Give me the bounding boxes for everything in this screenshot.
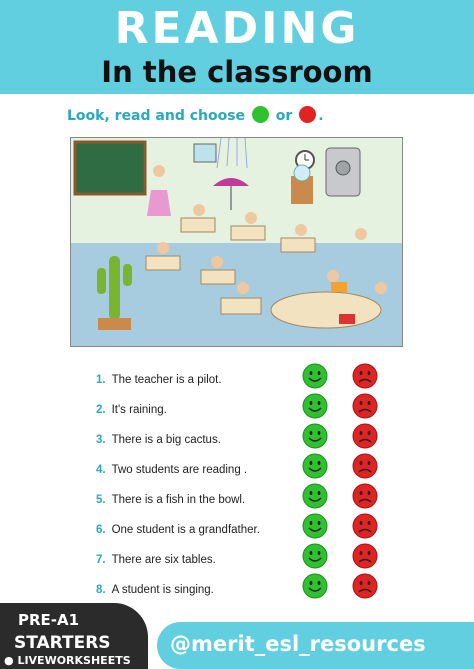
list-item: 7. There are six tables. [96,554,216,566]
sad-face-icon[interactable] [352,573,378,599]
list-item: 6. One student is a grandfather. [96,524,260,536]
sad-face-icon[interactable] [352,483,378,509]
page-subtitle: In the classroom [101,55,373,89]
instruction-or: or [275,108,293,124]
cactus [109,256,120,320]
happy-face-icon[interactable] [302,393,328,419]
instruction [67,106,324,126]
teacher [147,190,171,216]
happy-face-icon[interactable] [302,453,328,479]
liveworksheets-logo: ● LIVEWORKSHEETS [4,654,131,667]
page-title: READING [114,3,360,54]
sad-face-icon[interactable] [352,363,378,389]
sad-face-icon[interactable] [352,393,378,419]
level-line2: STARTERS [14,633,111,653]
list-item: 2. It's raining. [96,404,167,416]
sad-face-icon [299,106,316,123]
sad-face-icon[interactable] [352,543,378,569]
list-item: 1. The teacher is a pilot. [96,374,222,386]
happy-face-icon[interactable] [302,483,328,509]
happy-face-icon[interactable] [302,513,328,539]
instruction-text: Look, read and choose [67,108,246,124]
author-handle: @merit_esl_resources [170,632,426,656]
happy-face-icon[interactable] [302,573,328,599]
round-table [271,292,381,328]
list-item: 5. There is a fish in the bowl. [96,494,246,506]
happy-face-icon [252,106,269,123]
sad-face-icon[interactable] [352,453,378,479]
instruction-end: . [318,108,324,124]
happy-face-icon[interactable] [302,363,328,389]
sad-face-icon[interactable] [352,423,378,449]
happy-face-icon[interactable] [302,423,328,449]
level-line1: PRE-A1 [18,611,80,629]
blackboard [75,142,145,194]
happy-face-icon[interactable] [302,543,328,569]
fishbowl [294,165,310,181]
classroom-illustration [70,137,403,347]
list-item: 8. A student is singing. [96,584,214,596]
list-item: 4. Two students are reading . [96,464,248,476]
sad-face-icon[interactable] [352,513,378,539]
list-item: 3. There is a big cactus. [96,434,221,446]
